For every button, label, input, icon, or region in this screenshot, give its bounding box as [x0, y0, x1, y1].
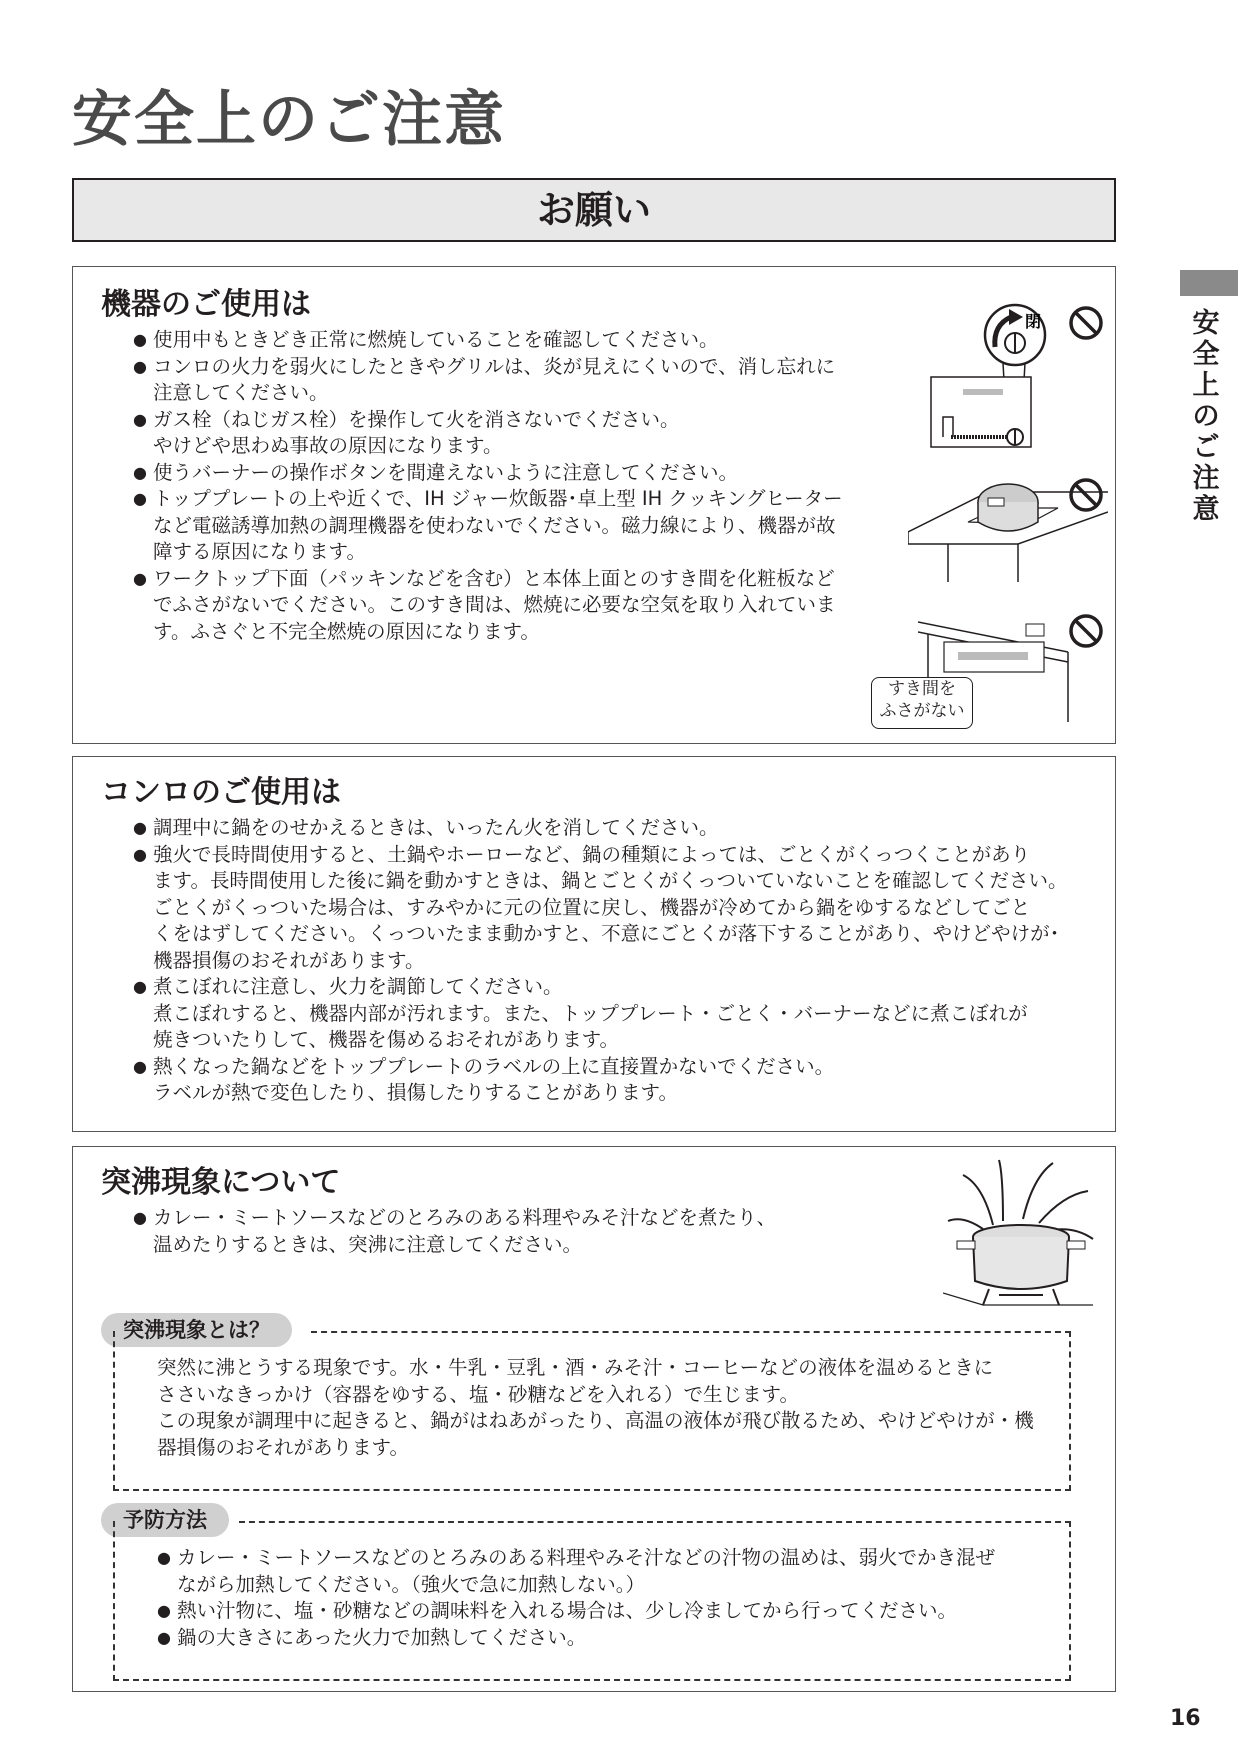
- list-item-line: ます。長時間使用した後に鍋を動かすときは、鍋とごとくがくっついていないことを確認してください。: [153, 869, 1068, 892]
- gap-caption: すき間を ふさがない: [871, 677, 973, 729]
- section-heading: 機器のご使用は: [101, 287, 311, 322]
- list-item-line: ながら加熱してください。（強火で急に加熱しない。）: [177, 1572, 646, 1596]
- section-heading: コンロのご使用は: [101, 775, 341, 810]
- what-is-bumping-label: 突沸現象とは？: [101, 1313, 292, 1347]
- list-item-line: など電磁誘導加熱の調理機器を使わないでください。磁力線により、機器が故: [153, 513, 836, 537]
- section-list: [133, 1205, 893, 1258]
- list-item: [157, 1545, 1057, 1598]
- list-item-line: ● コンロの火力を弱火にしたときやグリルは、炎が見えにくいので、消し忘れに: [153, 354, 836, 378]
- prevention-list: [157, 1545, 1057, 1651]
- list-item-line: 温めたりするときは、突沸に注意してください。: [153, 1232, 583, 1256]
- section-stove-use: [72, 756, 1116, 1132]
- prohibited-icon: [1068, 477, 1104, 513]
- list-item: [133, 974, 1093, 1054]
- list-item-line: ● 煮こぼれに注意し、火力を調節してください。: [153, 975, 563, 998]
- list-item: [133, 566, 953, 646]
- list-item-line: ● ガス栓（ねじガス栓）を操作して火を消さないでください。: [153, 407, 680, 431]
- list-item-line: 障する原因になります。: [153, 540, 366, 563]
- side-tab-bar: [1180, 270, 1238, 296]
- side-tab-char: 注: [1192, 463, 1220, 494]
- side-tab-label: [1186, 308, 1226, 525]
- list-item-line: 焼きついたりして、機器を傷めるおそれがあります。: [153, 1028, 620, 1051]
- list-item-line: ● 調理中に鍋をのせかえるときは、いったん火を消してください。: [153, 816, 719, 839]
- list-item: [133, 1205, 893, 1258]
- side-tab-char: 全: [1192, 339, 1220, 370]
- list-item-line: 煮こぼれすると、機器内部が汚れます。また、トッププレート・ごとく・バーナーなどに煮こぼれが: [153, 1001, 1028, 1025]
- list-item-line: ● ワークトップ下面（パッキンなどを含む）と本体上面とのすき間を化粧板など: [153, 566, 835, 590]
- prevention-label: 予防方法: [101, 1503, 229, 1537]
- list-item-line: やけどや思わぬ事故の原因になります。: [153, 434, 503, 457]
- page-number: 16: [1170, 1706, 1201, 1731]
- page-title: 安全上のご注意: [72, 85, 506, 155]
- prohibited-icon: [1068, 613, 1104, 649]
- paragraph-line: 突然に沸とうする現象です。水・牛乳・豆乳・酒・みそ汁・コーヒーなどの液体を温めるときに: [157, 1356, 994, 1379]
- section-list: [133, 327, 953, 645]
- list-item: [157, 1598, 1057, 1625]
- list-item-line: ● カレー・ミートソースなどのとろみのある料理やみそ汁などを煮たり、: [153, 1206, 777, 1229]
- side-tab-char: 上: [1192, 370, 1220, 401]
- paragraph-line: 器損傷のおそれがあります。: [157, 1435, 409, 1459]
- list-item-line: ● 熱い汁物に、塩・砂糖などの調味料を入れる場合は、少し冷ましてから行ってください。: [177, 1599, 958, 1622]
- list-item-line: ● 使うバーナーの操作ボタンを間違えないように注意してください。: [153, 460, 739, 484]
- side-tab-char: ご: [1192, 432, 1220, 463]
- list-item: [157, 1625, 1057, 1652]
- section-device-use: [72, 266, 1116, 744]
- list-item-line: ● 熱くなった鍋などをトッププレートのラベルの上に直接置かないでください。: [153, 1054, 835, 1078]
- list-item: [133, 486, 953, 566]
- what-is-bumping-text: [157, 1355, 1057, 1461]
- list-item: [133, 460, 953, 487]
- side-tab-char: 安: [1192, 308, 1220, 339]
- list-item-line: ● トッププレートの上や近くで、IH ジャー炊飯器･卓上型 IH クッキングヒーター: [153, 487, 843, 510]
- side-tab-char: 意: [1192, 494, 1220, 525]
- list-item-line: ● 強火で長時間使用すると、土鍋やホーローなど、鍋の種類によっては、ごとくがくっつくことがあり: [153, 842, 1031, 866]
- list-item-line: ごとくがくっついた場合は、すみやかに元の位置に戻し、機器が冷めてから鍋をゆするなどしてごと: [153, 895, 1031, 919]
- list-item: [133, 842, 1093, 975]
- list-item-line: ● 鍋の大きさにあった火力で加熱してください。: [177, 1625, 587, 1649]
- paragraph-line: ささいなきっかけ（容器をゆする、塩・砂糖などを入れる）で生じます。: [157, 1382, 799, 1406]
- section-list: [133, 815, 1093, 1107]
- list-item-line: くをはずしてください。くっついたまま動かすと、不意にごとくが落下することがあり、やけどやけが･: [153, 922, 1060, 945]
- list-item-line: ラベルが熱で変色したり、損傷したりすることがあります。: [153, 1081, 678, 1104]
- list-item-line: 注意してください。: [153, 381, 329, 404]
- section-bumping: [72, 1146, 1116, 1692]
- valve-label: 閉: [1025, 312, 1042, 331]
- list-item: [133, 354, 953, 407]
- list-item: [133, 407, 953, 460]
- prohibited-icon: [1068, 305, 1104, 341]
- boiling-pot-illustration: [943, 1155, 1103, 1315]
- list-item-line: でふさがないでください。このすき間は、燃焼に必要な空気を取り入れていま: [153, 593, 836, 616]
- list-item-line: す。ふさぐと不完全燃焼の原因になります。: [153, 619, 540, 643]
- section-heading: 突沸現象について: [101, 1165, 341, 1200]
- list-item: [133, 1054, 1093, 1107]
- list-item-line: 機器損傷のおそれがあります。: [153, 948, 425, 972]
- side-tab-char: の: [1192, 401, 1220, 432]
- list-item-line: ● カレー・ミートソースなどのとろみのある料理やみそ汁などの汁物の温めは、弱火でかき混ぜ: [177, 1546, 996, 1569]
- list-item: [133, 815, 1093, 842]
- list-item-line: ● 使用中もときどき正常に燃焼していることを確認してください。: [153, 328, 719, 351]
- notice-banner: お願い: [72, 178, 1116, 242]
- paragraph-line: この現象が調理中に起きると、鍋がはねあがったり、高温の液体が飛び散るため、やけどやけが・機: [157, 1409, 1034, 1432]
- list-item: [133, 327, 953, 354]
